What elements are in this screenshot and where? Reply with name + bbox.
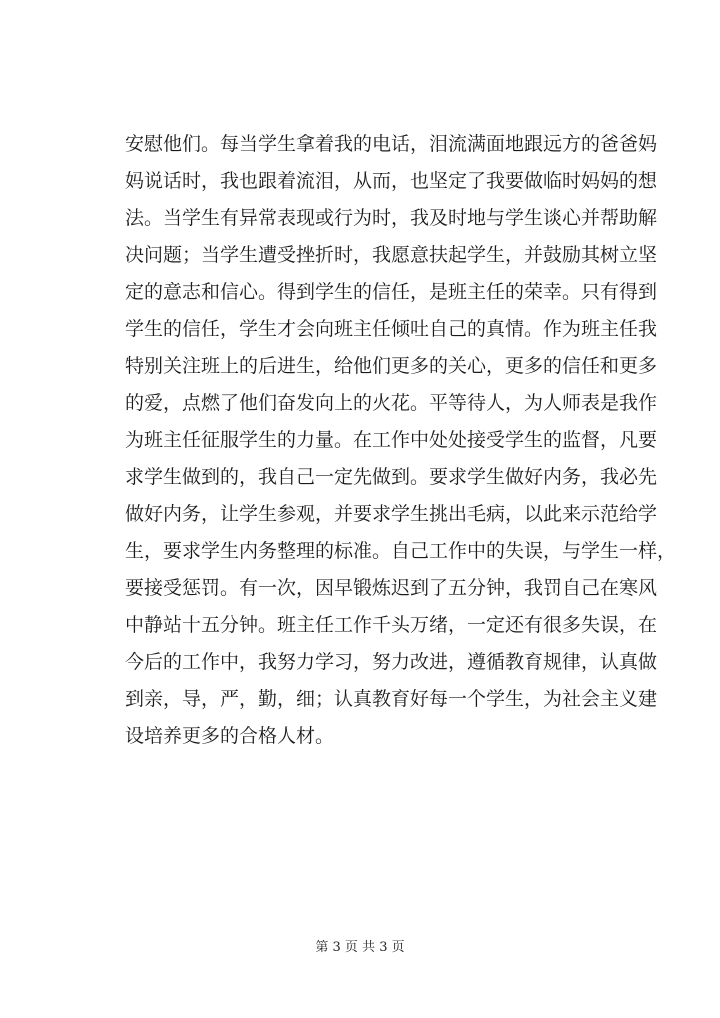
- text-line: 定的意志和信心。得到学生的信任，是班主任的荣幸。只有得到: [125, 281, 658, 303]
- text-line: 学生的信任，学生才会向班主任倾吐自己的真情。作为班主任我: [125, 318, 658, 340]
- text-line: 为班主任征服学生的力量。在工作中处处接受学生的监督，凡要: [125, 429, 658, 451]
- text-line: 中静站十五分钟。班主任工作千头万绪，一定还有很多失误，在: [125, 614, 658, 636]
- body-text: [125, 126, 677, 755]
- text-line: 做好内务，让学生参观，并要求学生挑出毛病，以此来示范给学: [125, 503, 658, 525]
- text-line: 的爱，点燃了他们奋发向上的火花。平等待人，为人师表是我作: [125, 392, 658, 414]
- page-number-footer: 第 3 页 共 3 页: [315, 940, 405, 955]
- text-line: 特别关注班上的后进生，给他们更多的关心，更多的信任和更多: [125, 355, 658, 377]
- text-line: 决问题；当学生遭受挫折时，我愿意扶起学生，并鼓励其树立坚: [125, 244, 658, 266]
- text-line: 生，要求学生内务整理的标准。自己工作中的失误，与学生一样，: [125, 540, 677, 562]
- text-line: 求学生做到的，我自己一定先做到。要求学生做好内务，我必先: [125, 466, 658, 488]
- text-line: 今后的工作中，我努力学习，努力改进，遵循教育规律，认真做: [125, 651, 658, 673]
- text-line: 到亲，导，严，勤，细；认真教育好每一个学生，为社会主义建: [125, 688, 658, 710]
- text-line: 法。当学生有异常表现或行为时，我及时地与学生谈心并帮助解: [125, 207, 658, 229]
- text-line: 要接受惩罚。有一次，因早锻炼迟到了五分钟，我罚自己在寒风: [125, 577, 658, 599]
- text-line: 安慰他们。每当学生拿着我的电话，泪流满面地跟远方的爸爸妈: [125, 133, 658, 155]
- text-line: 设培养更多的合格人材。: [125, 725, 335, 747]
- text-line: 妈说话时，我也跟着流泪，从而，也坚定了我要做临时妈妈的想: [125, 170, 658, 192]
